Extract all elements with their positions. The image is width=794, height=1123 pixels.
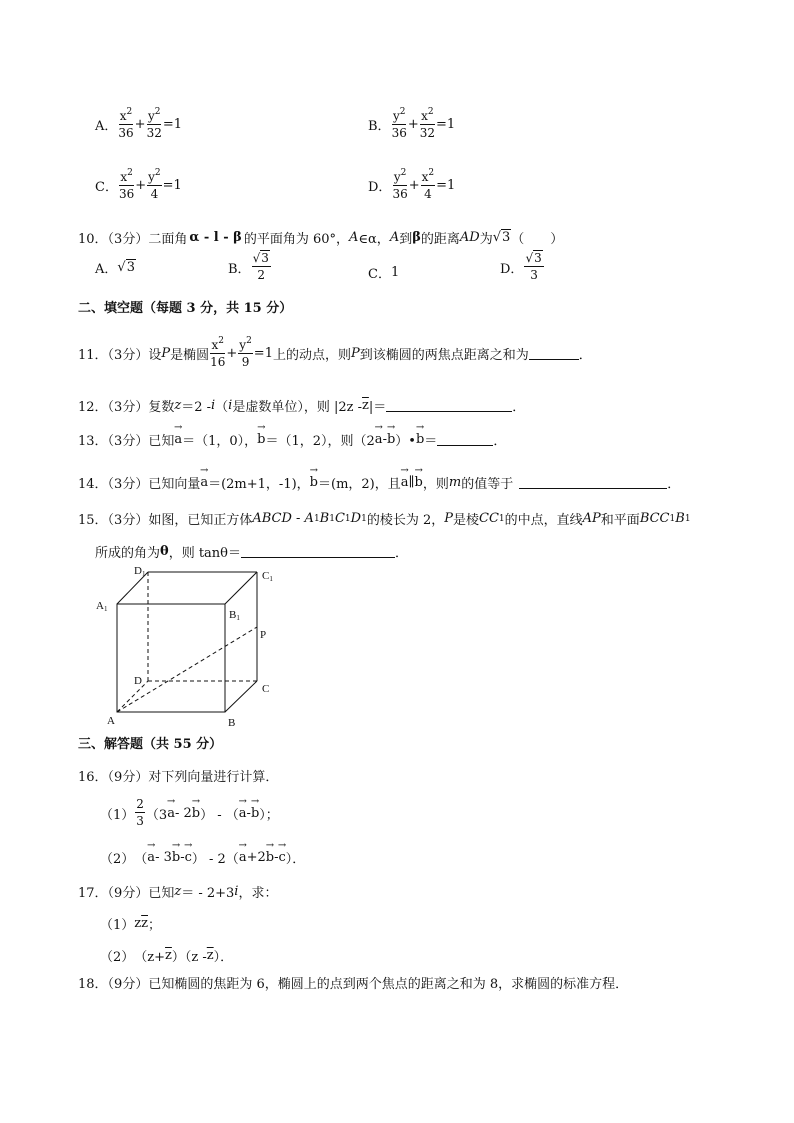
question-17: 17．（9分）已知 z ＝ - 2+3 i ，求： [78,884,278,901]
q10-option-d: D． √3 3 [500,251,542,283]
question-14: 14．（3分）已知向量 → a ＝(2m+1，-1)， → b ＝(m，2)，且 → a ∥ → b ，则 m 的值等于 ． [78,473,680,492]
section-3-heading: 三、解答题（共 55 分） [78,737,223,752]
q17-part-1: （1） z $\overline{z}$ ； [100,916,162,933]
edge-b1c1 [225,572,257,604]
answer-blank[interactable] [529,347,579,360]
q10-option-a: A． √3 [95,260,135,277]
q9-option-b: B． $y^2$ 36 + $\frac{x^2}{32}$ =1 [368,107,456,141]
q10-option-c: C． 1 [368,265,400,282]
option-label: A． [95,118,118,134]
option-label: B． [368,118,391,134]
question-18: 18．（9分）已知椭圆的焦距为 6，椭圆上的点到两个焦点的距离之和为 8，求椭圆的标准方程． [78,977,629,992]
label-p: P [260,629,267,641]
fraction: $y^2$ 36 [391,107,407,141]
edge-bc [225,681,257,712]
q9-option-a: A． $x^2$ 36 + $\frac{y^2}{32}$ =1 [95,107,183,141]
answer-blank[interactable] [241,545,395,558]
question-12: 12．（3分）复数 z ＝2 - i （ i 是虚数单位），则 |2z - $\overline{z}$ |＝ ． [78,398,526,415]
label-b1: B1 [229,609,240,622]
fraction: $x^2$ 36 [118,107,134,141]
answer-blank[interactable] [386,399,512,412]
section-2-heading: 二、填空题（每题 3 分，共 15 分） [78,301,293,316]
q9-option-c: C． $x^2$ 36 + $\frac{y^2}{4}$ =1 [95,168,182,202]
label-a: A [107,715,115,727]
fraction: $\frac{x^2}{32}$ [419,107,436,141]
fraction: $\frac{x^2}{4}$ [421,168,435,202]
answer-blank[interactable] [437,433,493,446]
q9-option-d: D． $y^2$ 36 + $\frac{x^2}{4}$ = 1 [368,168,456,202]
question-15-line-2: 所成的角为 θ ，则 tanθ＝ ． [95,544,409,561]
label-c1: C1 [262,570,273,583]
fraction: $\frac{y^2}{4}$ [148,168,161,202]
line-ap-dashed [117,627,257,712]
sqrt-expression: √3 [492,230,511,245]
fraction: $\frac{y^2}{32}$ [146,107,162,141]
question-15-line-1: 15．（3分）如图，已知正方体 ABCD - A 1 B 1 C 1 D 1 的棱长为 2， P 是棱 CC 1 的中点，直线 AP 和平面 BCC 1 B 1 [78,511,691,528]
cube-figure [90,562,290,732]
option-label: D． [368,179,392,195]
label-b: B [228,717,236,729]
question-11: 11．（3分）设 P 是椭圆 $x^2$ 16 + $\frac{y^2}{9}$ =1 上的动点，则 P 到该椭圆的两焦点距离之和为 ． [78,336,592,370]
q17-part-2: （2） （z+ $\overline{z}$ ）（z - $\overline{z}$ ）． [100,948,234,965]
question-16: 16．（9分）对下列向量进行计算． [78,770,279,785]
fraction: $x^2$ 36 [118,168,135,202]
label-c: C [262,683,270,695]
q10-option-b: B． √3 2 [228,251,269,283]
label-a1: A1 [96,600,108,613]
q16-part-1: （1） 2 3 （3 → a - 2 → b ） - （ → a - → b ）； [100,798,279,828]
question-10: 10．（3分） 二面角 α - l - β 的平面角为 60°， A ∈α， A 到 β 的距离 AD 为 √3 （ ） [78,230,564,247]
fraction: $y^2$ 36 [392,168,408,202]
option-label: C． [95,179,118,195]
answer-blank[interactable] [519,476,667,489]
question-13: 13．（3分）已知 → a ＝（1，0）， → b ＝（1，2），则（2 → a - → b ）• → b ＝ ． [78,430,506,449]
label-d1: D1 [134,565,146,578]
q16-part-2: （2） （ → a - 3 → b - → c ） - 2（ → a +2 → b - → c ）． [100,848,305,867]
label-d: D [134,675,142,687]
